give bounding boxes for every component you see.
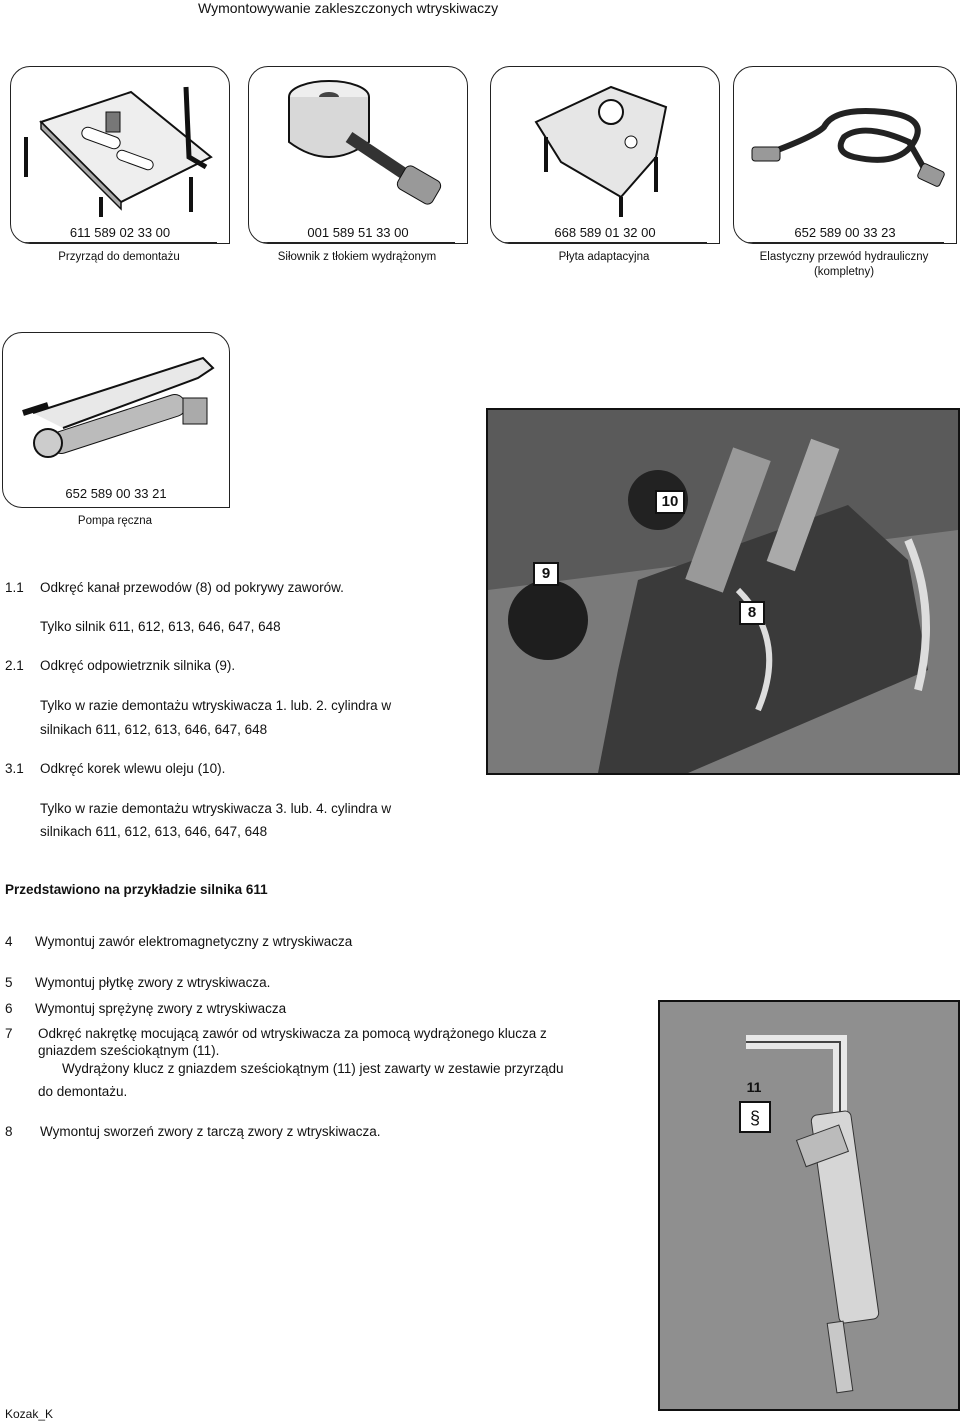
callout-label: 8: [739, 601, 765, 625]
callout-label: 10: [655, 490, 685, 514]
step-note: Tylko w razie demontażu wtryskiwacza 3. lub. 4. cylindra w: [40, 801, 392, 816]
tool-name-line: (kompletny): [813, 266, 875, 278]
tool-name: Przyrząd do demontażu: [58, 251, 180, 263]
tool-name: [733, 250, 955, 280]
step-note: do demontażu.: [38, 1084, 128, 1099]
step-text: Odkręć odpowietrznik silnika (9).: [40, 658, 236, 673]
hollow-piston-cylinder-drawing: [249, 67, 467, 217]
step-number: 4: [5, 934, 13, 949]
tool-name: Siłownik z tłokiem wydrążonym: [277, 251, 437, 263]
step-number: 8: [5, 1124, 13, 1139]
tool-number: 652 589 00 33 23: [794, 225, 896, 240]
hydraulic-hose-drawing: [734, 67, 956, 217]
callout-label: 9: [533, 562, 559, 586]
step-text: Wymontuj zawór elektromagnetyczny z wtryskiwacza: [35, 934, 353, 949]
callout-label: 11: [746, 1079, 762, 1095]
divider: [261, 242, 455, 243]
step-note: silnikach 611, 612, 613, 646, 647, 648: [40, 824, 268, 839]
step-text: Odkręć kanał przewodów (8) od pokrywy zaworów.: [40, 580, 344, 595]
adapter-plate-drawing: [491, 67, 719, 217]
step-note: Tylko silnik 611, 612, 613, 646, 647, 648: [40, 619, 281, 634]
step-text: gniazdem sześciokątnym (11).: [38, 1043, 220, 1058]
step-text: Wymontuj płytkę zwory z wtryskiwacza.: [35, 975, 271, 990]
svg-text:§: §: [749, 1108, 761, 1128]
step-number: 7: [5, 1026, 13, 1041]
tool-number: 611 589 02 33 00: [69, 225, 171, 240]
engine-photo: [486, 408, 960, 775]
tool-name-line: Elastyczny przewód hydrauliczny: [759, 251, 929, 263]
step-text: Wymontuj sworzeń zwory z tarczą zwory z wtryskiwacza.: [40, 1124, 381, 1139]
footer-author: Kozak_K: [5, 1407, 54, 1421]
step-number: 6: [5, 1001, 13, 1016]
step-text: Odkręć nakrętkę mocującą zawór od wtryskiwacza za pomocą wydrążonego klucza z: [38, 1026, 547, 1041]
tool-number: 001 589 51 33 00: [307, 225, 409, 240]
tool-number: 668 589 01 32 00: [554, 225, 656, 240]
step-number: 2.1: [5, 658, 24, 673]
tool-card-adapter-plate: [490, 66, 720, 244]
page-title: Wymontowywanie zakleszczonych wtryskiwaczy: [198, 0, 499, 16]
example-heading: Przedstawiono na przykładzie silnika 611: [5, 882, 268, 897]
removal-device-drawing: [11, 67, 229, 217]
step-number: 3.1: [5, 761, 24, 776]
tool-name: Pompa ręczna: [77, 515, 153, 527]
step-text: Odkręć korek wlewu oleju (10).: [40, 761, 226, 776]
tool-name: Płyta adaptacyjna: [558, 251, 650, 263]
injector-photo-illustration: [660, 1002, 958, 1409]
step-note: Wydrążony klucz z gniazdem sześciokątnym (11) jest zawarty w zestawie przyrządu: [62, 1061, 564, 1076]
injector-photo: [658, 1000, 960, 1411]
divider: [746, 242, 944, 243]
step-number: 5: [5, 975, 13, 990]
hand-pump-drawing: [3, 333, 229, 473]
step-note: Tylko w razie demontażu wtryskiwacza 1. lub. 2. cylindra w: [40, 698, 392, 713]
step-number: 1.1: [5, 580, 24, 595]
tool-number: 652 589 00 33 21: [65, 486, 167, 501]
engine-photo-illustration: [488, 410, 958, 773]
step-text: Wymontuj sprężynę zwory z wtryskiwacza: [35, 1001, 287, 1016]
divider: [503, 242, 707, 243]
tool-card-hollow-piston-cylinder: [248, 66, 468, 244]
step-note: silnikach 611, 612, 613, 646, 647, 648: [40, 722, 268, 737]
tool-card-removal-device: [10, 66, 230, 244]
tool-card-hydraulic-hose: [733, 66, 957, 244]
divider: [23, 242, 217, 243]
tool-card-hand-pump: [2, 332, 230, 508]
